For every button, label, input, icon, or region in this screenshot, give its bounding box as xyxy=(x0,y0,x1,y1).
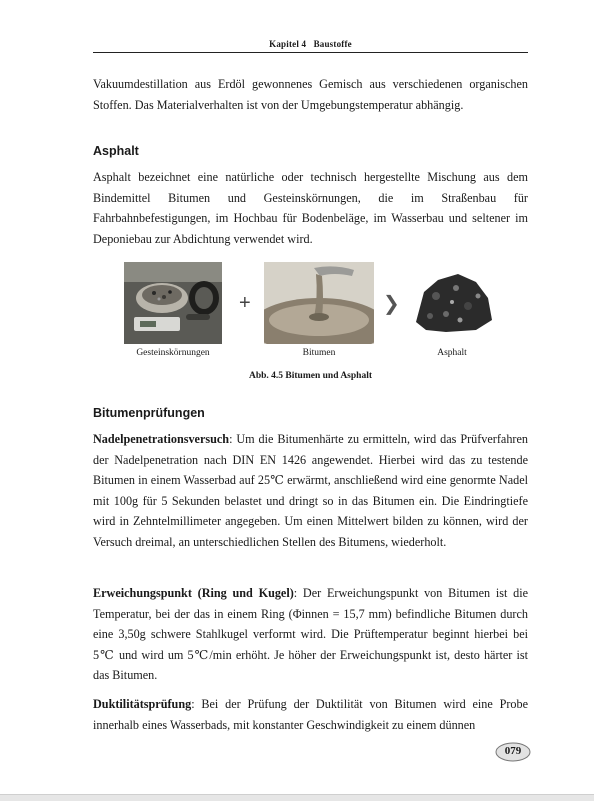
term-penetration: Nadelpenetrationsversuch xyxy=(93,432,230,446)
page-bottom-edge xyxy=(0,794,594,801)
page-number: 079 xyxy=(504,745,522,757)
asphalt-paragraph: Asphalt bezeichnet eine natürliche oder technisch hergestellte Mischung aus dem Bindemittel Bitumen und Gesteinskörnungen, die im Straßenbau für Fahrbahnbefestigungen, im Hochbau für Bodenbeläge, im Wasserbau und seltener im Deponiebau zur Abdichtung verwendet wird. xyxy=(93,170,528,246)
paragraph-softening-point xyxy=(93,583,528,686)
header-title: Baustoffe xyxy=(313,39,352,49)
paragraph-penetration xyxy=(93,429,528,552)
running-header xyxy=(93,39,528,49)
header-rule xyxy=(93,52,528,53)
section-heading-bitumen-tests: Bitumenprüfungen xyxy=(93,406,205,420)
text-penetration: : Um die Bitumenhärte zu ermitteln, wird das Prüfverfahren der Nadelpenetration nach DIN EN 1426 angewendet. Hierbei wird das zu testende Bitumen in einem Wasserbad auf 25℃ erwärmt, anschließend wird eine genormte Nadel mit 100g für 5 Sekunden belastet und dringt so in das Bitumen ein. Die Eindringtiefe wird in Zehntelmillimeter angegeben. Um einen Mittelwert bilden zu können, wird der Versuch dreimal, an unterschiedlichen Stellen des Bitumens, wiederholt. xyxy=(93,432,528,549)
bitumen-photo xyxy=(264,262,374,344)
chevron-right-icon: ❯ xyxy=(383,291,400,315)
asphalt-photo xyxy=(406,262,499,344)
figure xyxy=(0,262,594,362)
section-heading-asphalt: Asphalt xyxy=(93,144,139,158)
caption-bitumen: Bitumen xyxy=(302,348,336,358)
caption-aggregates: Gesteinskörnungen xyxy=(136,348,210,358)
paragraph-ductility xyxy=(93,694,528,735)
caption-asphalt: Asphalt xyxy=(437,348,467,358)
plus-icon: + xyxy=(239,292,251,314)
term-softening-point: Erweichungspunkt (Ring und Kugel) xyxy=(93,586,294,600)
aggregates-photo xyxy=(124,262,222,344)
header-chapter: Kapitel 4 xyxy=(269,39,307,49)
page-number-badge xyxy=(494,741,532,763)
text-ductility: : Bei der Prüfung der Duktilität von Bitumen wird eine Probe innerhalb eines Wasserbads, mit konstanter Geschwindigkeit zu einem dünnen xyxy=(93,697,528,732)
figure-caption: Abb. 4.5 Bitumen und Asphalt xyxy=(248,371,373,381)
intro-paragraph: Vakuumdestillation aus Erdöl gewonnenes Gemisch aus verschiedenen organischen Stoffen. Das Materialverhalten ist von der Umgebungstemperatur abhängig. xyxy=(93,77,528,112)
term-ductility: Duktilitätsprüfung xyxy=(93,697,192,711)
text-softening-point: : Der Erweichungspunkt von Bitumen ist die Temperatur, bei der das in einem Ring (Φinnen = 15,7 mm) befindliche Bitumen durch eine 3,50g schwere Stahlkugel verformt wird. Die Prüftemperatur beginnt hierbei bei 5℃ und wird um 5℃/min erhöht. Je höher der Erweichungspunkt ist, desto härter ist das Bitumen. xyxy=(93,586,528,682)
